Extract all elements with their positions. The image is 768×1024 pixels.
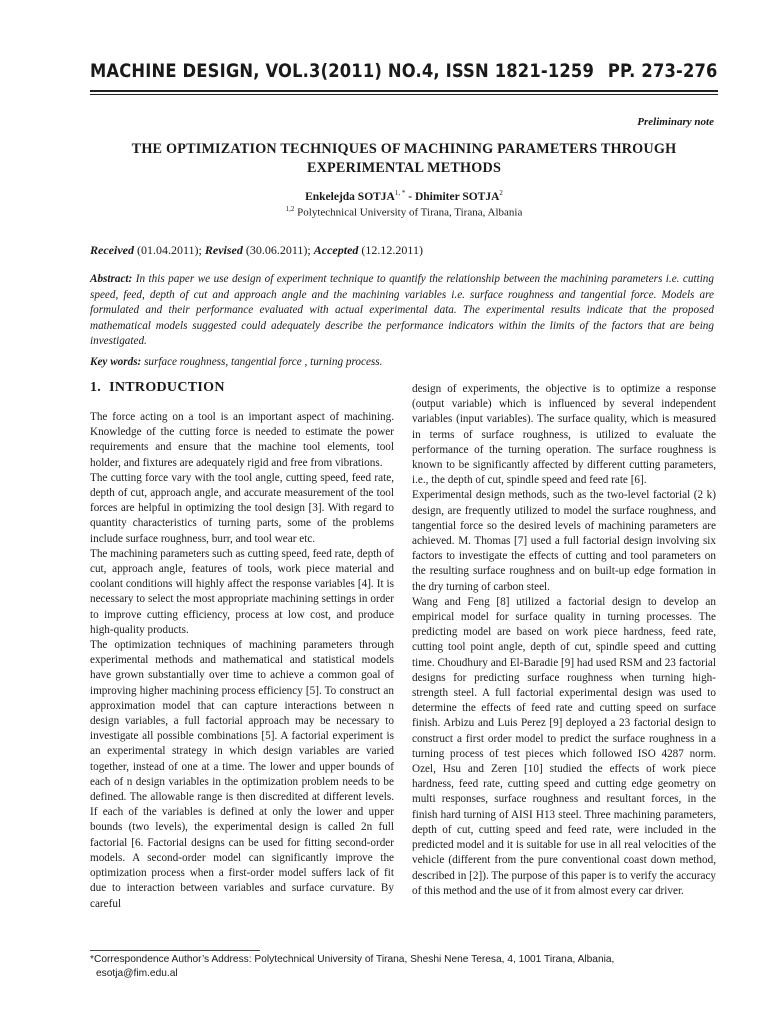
header-rule-thin	[90, 94, 718, 95]
affiliation-mark: 1,2	[285, 205, 295, 213]
journal-header	[90, 56, 718, 86]
title-line-1: THE OPTIMIZATION TECHNIQUES OF MACHINING PARAMETERS THROUGH	[131, 141, 677, 157]
page-range: PP. 273-276	[608, 60, 718, 82]
keywords-text: surface roughness, tangential force , turning process.	[141, 356, 383, 368]
revised-label: Revised	[204, 243, 243, 257]
correspondence-footnote	[90, 953, 716, 981]
paragraph: The force acting on a tool is an important aspect of machining. Knowledge of the cutting force is needed to estimate the power requirements and ensure that the machine tool elements, tool holder, and fixtures are adequately rigid and free from vibrations.	[90, 411, 394, 469]
author-1-affiliation-mark: 1, *	[394, 189, 406, 197]
paper-title	[90, 140, 718, 178]
publication-dates	[90, 243, 423, 258]
journal-citation: MACHINE DESIGN, VOL.3(2011) NO.4, ISSN 1821-1259	[90, 60, 595, 82]
section-title: INTRODUCTION	[109, 380, 225, 395]
paragraph: The cutting force vary with the tool angle, cutting speed, feed rate, depth of cut, approach angle, and accurate measurement of the tool forces are helpful in optimizing the tool design [3]. With regard to quantity characteristics of turning parts, some of the problems include surface roughness, burr, and tool wear etc.	[90, 471, 394, 545]
author-2-affiliation-mark: 2	[499, 189, 503, 197]
affiliation	[90, 202, 718, 220]
footnote-email: esotja@fim.edu.al	[96, 968, 178, 979]
accepted-date: (12.12.2011)	[358, 243, 423, 257]
title-line-2: EXPERIMENTAL METHODS	[306, 160, 502, 176]
footnote-rule	[90, 950, 260, 951]
author-1: Enkelejda SOTJA	[305, 190, 395, 203]
abstract-label: Abstract:	[90, 273, 133, 285]
header-rule-thick	[90, 90, 718, 92]
note-type: Preliminary note	[637, 116, 714, 128]
revised-date: (30.06.2011);	[242, 243, 314, 257]
paragraph: design of experiments, the objective is to optimize a response (output variable) which is influenced by several independent variables (input variables). The surface quality, which is measured in terms of surface roughness, is utilized to evaluate the performance of the turning operation. The surface roughness is known to be significantly affected by different cutting parameters, i.e., the depth of cut, spindle speed and feed rate [6].	[412, 383, 716, 487]
paragraph: Experimental design methods, such as the two-level factorial (2 k) design, are frequently utilized to model the surface roughness, and tangential force so the desired levels of machining parameters are achieved. M. Thomas [7] used a full factorial design involving six factors to investigate the effects of cutting and tool parameters on the resulting surface roughness and on built-up edge formation in the dry turning of carbon steel.	[412, 489, 716, 593]
received-label: Received	[90, 243, 134, 257]
author-2: Dhimiter SOTJA	[414, 190, 500, 203]
abstract-text: In this paper we use design of experiment technique to quantify the relationship between the machining parameters i.e. cutting speed, feed, depth of cut and approach angle and the machining variables i.e. surface roughness and tangential force. Models are formulated and their performance evaluated with actual experimental data. The experimental results indicate that the proposed mathematical models suggested could adequately describe the performance indicators within the limits of the factors that are being investigated.	[90, 273, 714, 348]
accepted-label: Accepted	[313, 243, 359, 257]
right-column	[412, 382, 716, 899]
author-separator: -	[405, 190, 415, 203]
keywords-label: Key words:	[90, 356, 142, 368]
abstract	[90, 272, 714, 350]
keywords	[90, 355, 714, 370]
section-number: 1.	[90, 380, 102, 395]
footnote-line-1: *Correspondence Author’s Address: Polytechnical University of Tirana, Sheshi Nene Teresa, 4, 1001 Tirana, Albania,	[90, 954, 615, 965]
paragraph: The optimization techniques of machining parameters through experimental methods and mathematical and statistical models have grown substantially over time to achieve a common goal of improving higher machining process efficiency [5]. To construct an approximation model that can capture interactions between n design variables, a full factorial approach may be necessary to investigate all possible combinations [5]. A factorial experiment is an experimental strategy in which design variables are varied together, instead of one at a time. The lower and upper bounds of each of n design variables in the optimization problem needs to be defined. The allowable range is then discredited at different levels. If each of the variables is defined at only the lower and upper bounds (two levels), the experimental design is called 2n full factorial [6. Factorial designs can be used for fitting second-order models. A second-order model can significantly improve the optimization process when a first-order model suffers lack of fit due to interaction between variables and surface curvature. By careful	[90, 639, 394, 910]
left-column	[90, 410, 394, 912]
affiliation-text: Polytechnical University of Tirana, Tirana, Albania	[294, 206, 523, 219]
received-date: (01.04.2011);	[133, 243, 205, 257]
section-heading	[90, 380, 225, 396]
paragraph: The machining parameters such as cutting speed, feed rate, depth of cut, approach angle, features of tools, work piece material and coolant conditions will highly affect the response variables [4]. It is necessary to select the most appropriate machining settings in order to improve cutting efficiency, process at low cost, and produce high-quality products.	[90, 547, 394, 636]
paragraph: Wang and Feng [8] utilized a factorial design to develop an empirical model for surface quality in turning processes. The predicting model are based on work piece hardness, feed rate, cutting tool point angle, depth of cut, spindle speed and cutting time. Choudhury and El-Baradie [9] had used RSM and 23 factorial designs for predicting surface roughness when turning high-strength steel. A full factorial experimental design was used to determine the effects of feed rate and cutting speed on surface finish. Arbizu and Luis Perez [9] deployed a 23 factorial design to construct a first order model to predict the surface roughness in a turning process of test pieces which followed ISO 4287 norm. Ozel, Hsu and Zeren [10] studied the effects of work piece hardness, feed rate, cutting speed and cutting edge geometry on multi responses, surface roughness and resultant forces, in the finish hard turning of AISI H13 steel. Three machining parameters, depth of cut, cutting speed and feed rate, were included in the predicted model and it is suitable for use in all real velocities of the vehicle (different from the pure conventional coast down method, described in [2]). The purpose of this paper is to verify the accuracy of this method and the use of it from almost every car driver.	[412, 595, 716, 897]
